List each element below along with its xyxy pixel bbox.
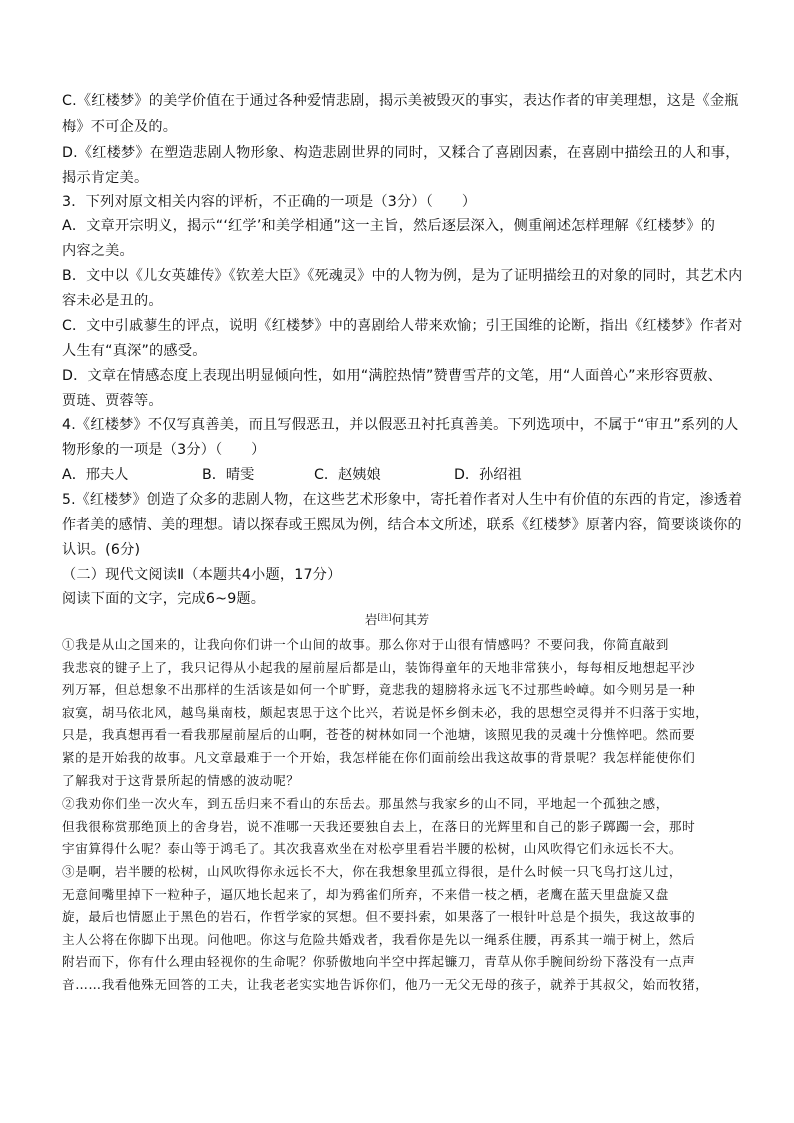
q4-option-c: C．赵姨娘: [314, 467, 381, 483]
paragraph-line: 主人公将在你脚下出现。问他吧。你这与危险共婚戏者，我看你是先以一绳系住腰，再系其一端于树上，然后: [62, 931, 696, 947]
q2-option-c-line2: 梅》不可企及的。: [62, 119, 178, 135]
paragraph-2: [62, 793, 742, 861]
q2-option-d-line1: D.《红楼梦》在塑造悲剧人物形象、构造悲剧世界的同时，又糅合了喜剧因素，在喜剧中描绘丑的人和事，: [62, 145, 740, 161]
paragraph-line: 寂寞，胡马依北风，越鸟巢南枝，颇起衷思于这个比兴，若说是怀乡倒未必，我的思想空灵得并不归落于实地，: [62, 704, 709, 720]
section-heading: （二）现代文阅读Ⅱ（本题共4小题，17分）: [62, 567, 342, 583]
section-instruction: 阅读下面的文字，完成6~9题。: [62, 591, 266, 607]
paragraph-line: 宇宙算得什么呢？泰山等于鸿毛了。其次我喜欢坐在对松亭里看岩半腰的松树，山风吹得它们永远长不大。: [62, 841, 683, 857]
q4-option-b: B．晴雯: [202, 467, 255, 483]
q2-option-d-line2: 揭示肯定美。: [62, 170, 149, 186]
footnote-marker: [注]: [377, 613, 392, 622]
q2-option-c-line1: C.《红楼梦》的美学价值在于通过各种爱情悲剧，揭示美被毁灭的事实，表达作者的审美理想，这是《金瓶: [62, 93, 739, 109]
q5-line3: 认识。(6分): [62, 542, 141, 558]
passage-title: [0, 608, 794, 630]
paragraph-1: [62, 634, 742, 792]
paragraph-line: 了解我对于这背景所起的情感的波动呢？: [62, 772, 300, 788]
q4-stem-line1: 4.《红楼梦》不仅写真善美，而且写假恶丑，并以假恶丑衬托真善美。下列选项中，不属于“审丑”系列的人: [62, 417, 739, 433]
paragraph-line: 紧的是开始我的故事。凡文章最难于一个开始，我怎样能在你们面前绘出我这故事的背景呢？我怎样能使你们: [62, 749, 696, 765]
q3-option-a-line1: A．文章开宗明义，揭示“‘红学’和美学相通”这一主旨，然后逐层深入，侧重阐述怎样理解《红楼梦》的: [62, 218, 716, 234]
q3-option-c-line2: 人生有“真深”的感受。: [62, 343, 207, 359]
q4-stem-line2: 物形象的一项是（3分）（ ）: [62, 442, 266, 458]
q5-line1: 5.《红楼梦》创造了众多的悲剧人物，在这些艺术形象中，寄托着作者对人生中有价值的东西的肯定，渗透着: [62, 492, 743, 508]
paragraph-line: 无意间嘴里掉下一粒种子，逼仄地长起来了，却为鸦雀们所弃，不来借一枝之栖，老鹰在蓝天里盘旋又盘: [62, 886, 669, 902]
passage-title-text: 岩: [364, 612, 378, 627]
paragraph-line: ②我劝你们坐一次火车，到五岳归来不看山的东岳去。那虽然与我家乡的山不同，平地起一个孤独之感，: [62, 796, 669, 811]
q5-line2: 作者美的感情、美的理想。请以探春或王熙凤为例，结合本文所述，联系《红楼梦》原著内容，简要谈谈你的: [62, 517, 742, 533]
q3-stem: 3．下列对原文相关内容的评析，不正确的一项是（3分）（ ）: [62, 194, 477, 210]
paragraph-line: 音……我看他殊无回答的工夫，让我老老实实地告诉你们，他乃一无父无母的孩子，就养于其叔父，始而牧猪，: [62, 976, 709, 992]
q3-option-b-line1: B．文中以《儿女英雄传》《钦差大臣》《死魂灵》中的人物为例，是为了证明描绘丑的对象的同时，其艺术内: [62, 268, 743, 284]
paragraph-line: ③是啊，岩半腰的松树，山风吹得你永远长不大，你在我想象里孤立得很，是什么时候一只飞鸟打这儿过，: [62, 864, 683, 879]
paragraph-line: ①我是从山之国来的，让我向你们讲一个山间的故事。那么你对于山很有情感吗？不要问我，你简直敲到: [62, 637, 669, 652]
q3-option-d-line1: D．文章在情感态度上表现出明显倾向性，如用“满腔热情”赞曹雪芹的文笔，用“人面兽心”来形容贾赦、: [62, 368, 722, 384]
q3-option-a-line2: 内容之美。: [62, 243, 134, 259]
paragraph-line: 只是，我真想再看一看我那屋前屋后的山啊，苍苍的树林如同一个池塘，该照见我的灵魂十分憔悴吧。然而要: [62, 727, 696, 743]
paragraph-line: 附岩而下，你有什么理由轻视你的生命呢？你骄傲地向半空中挥起镰刀，青草从你手腕间纷纷下落没有一点声: [62, 954, 696, 970]
passage-author: 何其芳: [391, 612, 430, 627]
paragraph-3: [62, 861, 742, 997]
q3-option-c-line1: C．文中引戚蓼生的评点，说明《红楼梦》中的喜剧给人带来欢愉；引王国维的论断，指出《红楼梦》作者对: [62, 318, 743, 334]
paragraph-line: 旋，最后也情愿止于黑色的岩石，作哲学家的冥想。但不要抖索，如果落了一根针叶总是个损失，我这故事的: [62, 909, 696, 925]
q4-option-d: D．孙绍祖: [454, 467, 522, 483]
paragraph-line: 列万幂，但总想象不出那样的生活该是如何一个旷野，竟悲我的翅膀将永远飞不过那些岭嶂。如今则另是一种: [62, 682, 696, 698]
q3-option-d-line2: 贾琏、贾蓉等。: [62, 393, 163, 409]
paragraph-line: 我悲哀的键子上了，我只记得从小起我的屋前屋后都是山，装饰得童年的天地非常狭小，每每相反地想起平沙: [62, 659, 696, 675]
q4-option-a: A．邢夫人: [62, 467, 129, 483]
paragraph-line: 但我很称赏那绝顶上的舍身岩，说不准哪一天我还要独自去上，在落日的光辉里和自己的影子踯躅一会，那时: [62, 818, 696, 834]
q3-option-b-line2: 容未必是丑的。: [62, 293, 163, 309]
